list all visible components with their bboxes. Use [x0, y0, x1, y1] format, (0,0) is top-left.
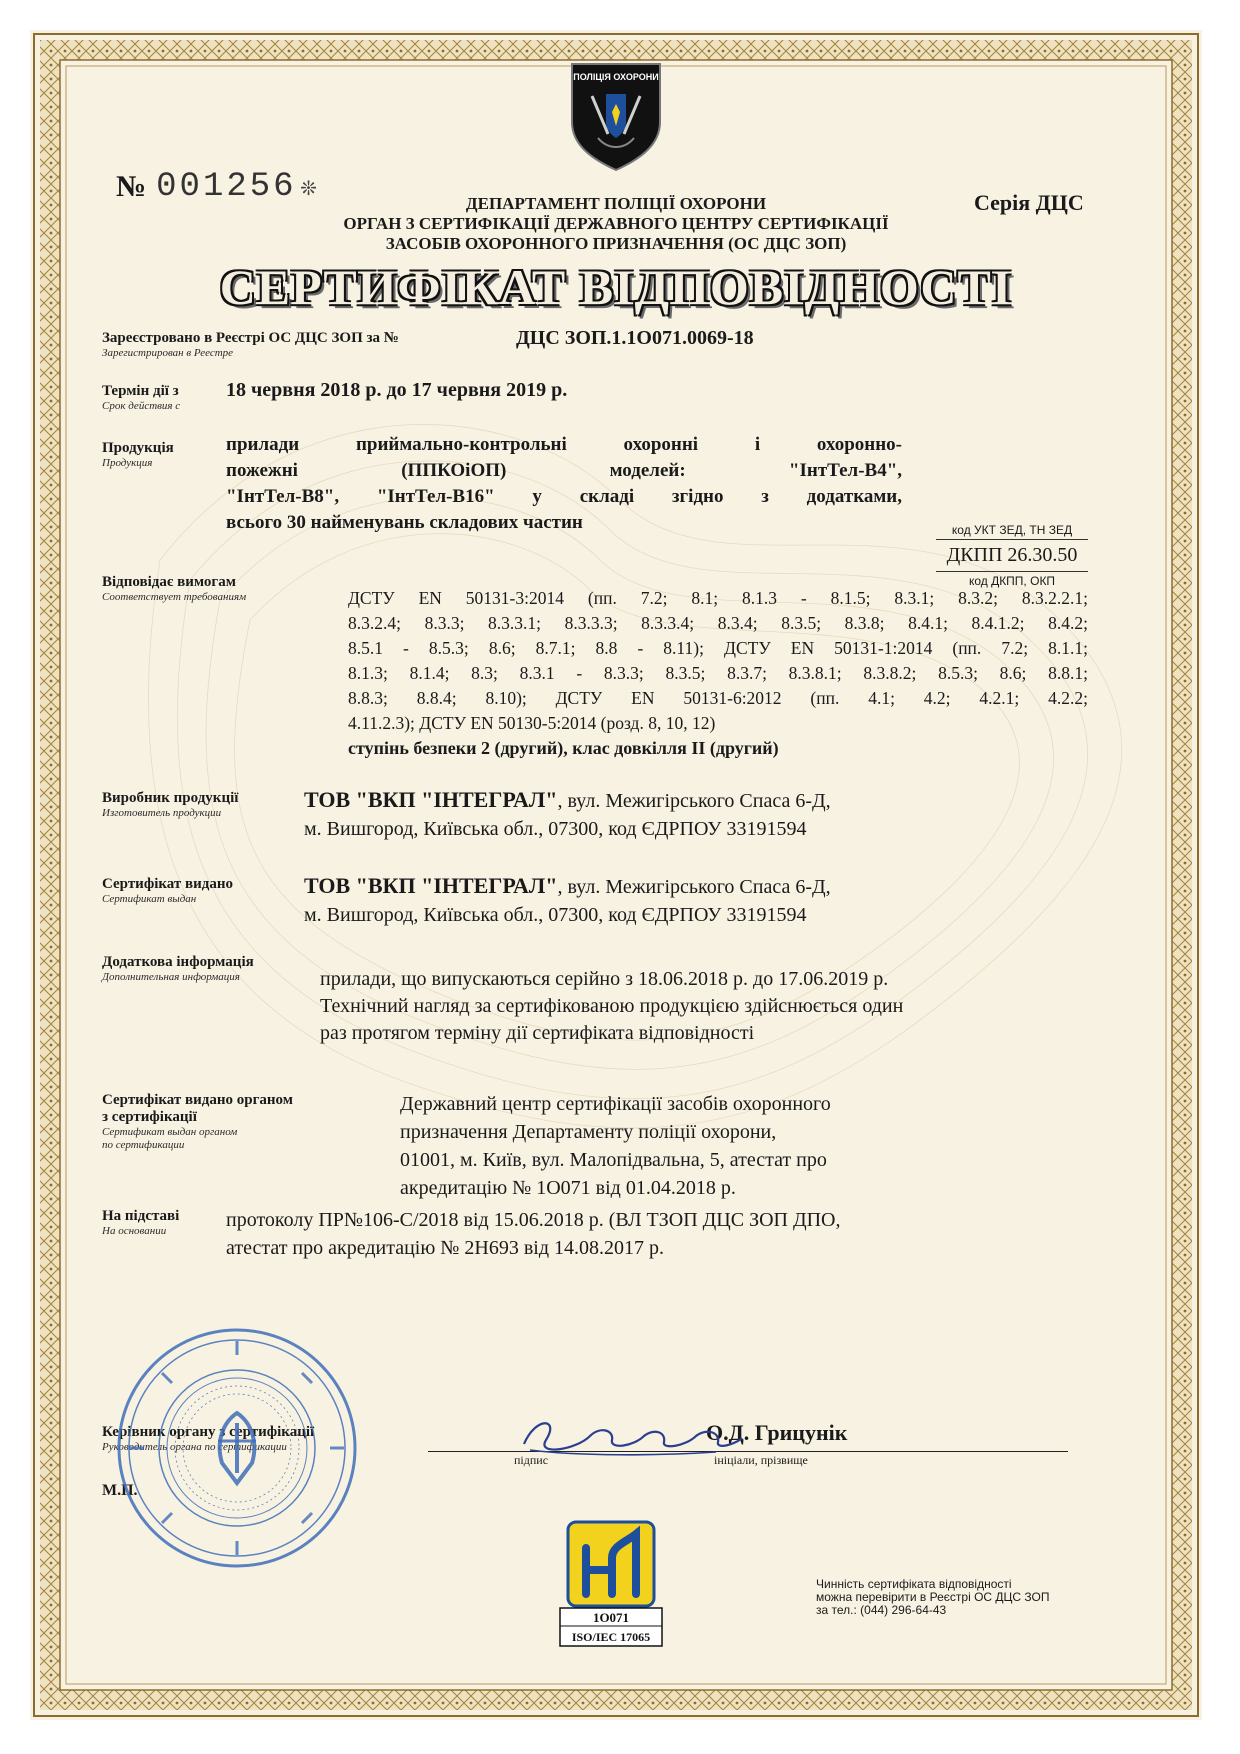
signature-caption: підпис — [514, 1453, 549, 1467]
validity-label: Термін дії з — [102, 383, 179, 399]
number-sign: № — [116, 170, 147, 203]
issued-to-name: ТОВ "ВКП "ІНТЕГРАЛ" — [304, 873, 558, 898]
requirements-list — [348, 586, 1088, 761]
additional-line: прилади, що випускаються серійно з 18.06.2018 р. до 17.06.2019 р. — [320, 968, 889, 990]
basis-line: атестат про акредитацію № 2Н693 від 14.08.2017 р. — [226, 1237, 664, 1259]
requirements-label: Відповідає вимогам — [102, 574, 236, 590]
series-label: Серія ДЦС — [974, 190, 1084, 215]
manufacturer-label: Виробник продукції — [102, 790, 239, 806]
signer-label: Керівник органу з сертифікації — [102, 1424, 315, 1440]
signer-name: О.Д. Грицунік — [706, 1420, 848, 1445]
issued-by-label-2: з сертифікації — [102, 1109, 197, 1125]
verification-line: Чинність сертифіката відповідності — [816, 1577, 1012, 1591]
product-line: пожежні (ППКОіОП) моделей: "ІнтТел-В4", — [226, 460, 902, 481]
registered-label-block — [102, 330, 399, 360]
dept-line-1: ДЕПАРТАМЕНТ ПОЛІЦІЇ ОХОРОНИ — [465, 194, 767, 213]
basis-line: протоколу ПР№106-С/2018 від 15.06.2018 р. (ВЛ ТЗОП ДЦС ЗОП ДПО, — [226, 1209, 841, 1231]
verification-note — [816, 1578, 1049, 1617]
additional-line: раз протягом терміну дії сертифіката відповідності — [320, 1022, 755, 1044]
additional-label-block — [102, 954, 254, 984]
requirements-line: 8.8.3; 8.8.4; 8.10); ДСТУ EN 50131-6:2012 (пп. 4.1; 4.2; 4.2.1; 4.2.2; — [348, 688, 1088, 708]
registered-label-ru: Зарегистрирован в Реестре — [102, 347, 234, 359]
requirements-label-ru: Соответствует требованиям — [102, 591, 247, 603]
issued-to-label-block — [102, 876, 233, 906]
issued-to-label-ru: Сертификат выдан — [102, 893, 197, 905]
issued-by-label-ru: Сертификат выдан органом — [102, 1126, 238, 1138]
code-top-label: код УКТ ЗЕД, ТН ЗЕД — [936, 523, 1088, 540]
product-line: "ІнтТел-В8", "ІнтТел-В16" у складі згідно з додатками, — [226, 486, 902, 507]
verification-phone: за тел.: (044) 296-64-43 — [816, 1603, 947, 1617]
basis-label: На підставі — [102, 1208, 180, 1224]
basis-label-block — [102, 1208, 179, 1238]
issued-by-label-ru-2: по сертификации — [102, 1139, 185, 1151]
seal-place-label: М.П. — [102, 1482, 138, 1499]
emblem-label: ПОЛІЦІЯ ОХОРОНИ — [573, 72, 659, 82]
issuing-body — [400, 1090, 831, 1202]
basis-label-ru: На основании — [102, 1225, 167, 1237]
dept-line-2: ОРГАН З СЕРТИФІКАЦІЇ ДЕРЖАВНОГО ЦЕНТРУ СЕРТИФІКАЦІЇ — [343, 214, 889, 233]
police-guard-emblem — [568, 60, 664, 172]
issuing-body-line: Державний центр сертифікації засобів охоронного — [400, 1093, 831, 1115]
security-grade: ступінь безпеки 2 (другий), клас довкілля II (другий) — [348, 738, 779, 758]
accreditation-code: 1О071 — [592, 1610, 630, 1625]
accreditation-logo — [556, 1518, 666, 1648]
dkpp-code: ДКПП 26.30.50 — [936, 540, 1088, 572]
validity-label-block — [102, 383, 180, 413]
issuing-body-line: 01001, м. Київ, вул. Малопідвальна, 5, атестат про — [400, 1149, 827, 1171]
handwritten-signature — [516, 1406, 746, 1466]
manufacturer-name: ТОВ "ВКП "ІНТЕГРАЛ" — [304, 787, 558, 812]
product-line: всього 30 найменувань складових частин — [226, 512, 583, 533]
requirements-line: 4.11.2.3); ДСТУ EN 50130-5:2014 (розд. 8, 10, 12) — [348, 713, 716, 733]
product-line: прилади приймально-контрольні охоронні і охоронно- — [226, 434, 902, 455]
additional-info — [320, 966, 903, 1047]
product-description — [226, 432, 902, 536]
verification-line: можна перевірити в Реєстрі ОС ДЦС ЗОП — [816, 1590, 1050, 1604]
issued-to-label: Сертифікат видано — [102, 876, 233, 892]
manufacturer-address: , вул. Межигірського Спаса 6-Д, — [557, 790, 831, 812]
manufacturer-address-line: м. Вишгород, Київська обл., 07300, код ЄДРПОУ 33191594 — [304, 818, 807, 840]
requirements-line: 8.3.2.4; 8.3.3; 8.3.3.1; 8.3.3.3; 8.3.3.4; 8.3.4; 8.3.5; 8.3.8; 8.4.1; 8.4.1.2; 8.4.2; — [348, 613, 1088, 633]
issued-to-address: , вул. Межигірського Спаса 6-Д, — [557, 876, 831, 898]
manufacturer-label-ru: Изготовитель продукции — [102, 807, 222, 819]
product-label-block — [102, 440, 174, 470]
registry-number: ДЦС ЗОП.1.1О071.0069-18 — [516, 327, 754, 349]
manufacturer-details — [304, 786, 831, 843]
name-caption: ініціали, прізвище — [714, 1453, 808, 1467]
issuing-body-line: акредитацію № 1О071 від 01.04.2018 р. — [400, 1177, 736, 1199]
requirements-line: ДСТУ EN 50131-3:2014 (пп. 7.2; 8.1; 8.1.3 - 8.1.5; 8.3.1; 8.3.2; 8.3.2.2.1; — [348, 588, 1088, 608]
serial-mark-icon: ❊ — [300, 172, 317, 203]
requirements-line: 8.1.3; 8.1.4; 8.3; 8.3.1 - 8.3.3; 8.3.5; 8.3.7; 8.3.8.1; 8.3.8.2; 8.5.3; 8.6; 8.8.1; — [348, 663, 1088, 683]
additional-line: Технічний нагляд за сертифікованою продукцією здійснюється один — [320, 995, 904, 1017]
signer-label-ru: Руководитель органа по сертификации — [102, 1441, 287, 1453]
product-code-box — [936, 523, 1088, 588]
official-seal — [112, 1323, 362, 1573]
requirements-label-block — [102, 574, 246, 604]
product-label-ru: Продукция — [102, 457, 153, 469]
dept-line-3: ЗАСОБІВ ОХОРОННОГО ПРИЗНАЧЕННЯ (ОС ДЦС ЗОП) — [385, 234, 847, 253]
issued-to-details — [304, 872, 831, 929]
basis-text — [226, 1206, 841, 1262]
product-label: Продукція — [102, 440, 174, 456]
additional-label-ru: Дополнительная информация — [102, 971, 240, 983]
accreditation-standard: ISO/IEC 17065 — [571, 1630, 651, 1644]
issuing-body-line: призначення Департаменту поліції охорони, — [400, 1121, 777, 1143]
manufacturer-label-block — [102, 790, 238, 820]
serial-number: 001256 — [156, 168, 297, 206]
issued-to-address-line: м. Вишгород, Київська обл., 07300, код ЄДРПОУ 33191594 — [304, 904, 807, 926]
validity-value: 18 червня 2018 р. до 17 червня 2019 р. — [226, 379, 568, 401]
issued-by-label: Сертифікат видано органом — [102, 1092, 293, 1108]
issued-by-label-block — [102, 1092, 293, 1152]
additional-label: Додаткова інформація — [102, 954, 254, 970]
registered-label: Зареєстровано в Реєстрі ОС ДЦС ЗОП за № — [102, 330, 399, 346]
requirements-line: 8.5.1 - 8.5.3; 8.6; 8.7.1; 8.8 - 8.11); ДСТУ EN 50131-1:2014 (пп. 7.2; 8.1.1; — [348, 638, 1088, 658]
validity-label-ru: Срок действия с — [102, 400, 181, 412]
code-bottom-label: код ДКПП, ОКП — [968, 574, 1056, 588]
certificate-sheet — [30, 30, 1202, 1720]
certificate-title: СЕРТИФІКАТ ВІДПОВІДНОСТІ — [219, 259, 1013, 315]
